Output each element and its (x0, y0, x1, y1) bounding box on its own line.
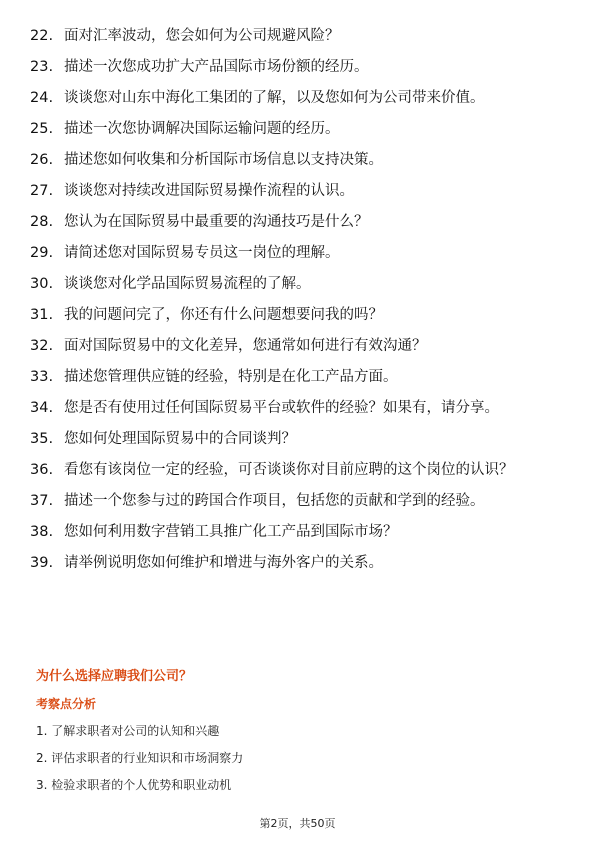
question-item (30, 491, 570, 512)
question-text: 您认为在国际贸易中最重要的沟通技巧是什么？ (64, 214, 369, 230)
question-text: 您如何处理国际贸易中的合同谈判？ (64, 431, 296, 447)
question-text: 描述您如何收集和分析国际市场信息以支持决策。 (64, 152, 383, 168)
question-text: 您如何利用数字营销工具推广化工产品到国际市场？ (64, 524, 398, 540)
analysis-point: 1. 了解求职者对公司的认知和兴趣 (36, 724, 220, 738)
question-text: 描述一次您成功扩大产品国际市场份额的经历。 (64, 59, 369, 75)
question-number: 22. (30, 28, 54, 44)
question-number: 31. (30, 307, 54, 323)
question-number: 33. (30, 369, 54, 385)
question-item (30, 367, 570, 388)
section-subheading: 考察点分析 (36, 697, 97, 711)
page-footer: 第2页，共50页 (259, 817, 336, 830)
section-heading: 为什么选择应聘我们公司？ (36, 669, 193, 684)
question-text: 看您有该岗位一定的经验，可否谈谈你对目前应聘的这个岗位的认识？ (64, 462, 514, 478)
question-text: 描述您管理供应链的经验，特别是在化工产品方面。 (64, 369, 398, 385)
question-item (30, 57, 570, 78)
question-item (30, 26, 570, 47)
analysis-point: 3. 检验求职者的个人优势和职业动机 (36, 778, 232, 792)
question-item (30, 336, 570, 357)
question-text: 谈谈您对化学品国际贸易流程的了解。 (64, 276, 311, 292)
question-item (30, 150, 570, 171)
question-item (30, 553, 570, 574)
question-item (30, 88, 570, 109)
question-number: 34. (30, 400, 54, 416)
question-text: 谈谈您对持续改进国际贸易操作流程的认识。 (64, 183, 354, 199)
question-number: 38. (30, 524, 54, 540)
question-number: 35. (30, 431, 54, 447)
question-text: 面对国际贸易中的文化差异，您通常如何进行有效沟通？ (64, 338, 427, 354)
question-item (30, 119, 570, 140)
question-item (30, 181, 570, 202)
question-number: 24. (30, 90, 54, 106)
analysis-point: 2. 评估求职者的行业知识和市场洞察力 (36, 751, 244, 765)
question-number: 26. (30, 152, 54, 168)
question-item (30, 305, 570, 326)
question-number: 27. (30, 183, 54, 199)
question-number: 36. (30, 462, 54, 478)
question-item (30, 429, 570, 450)
question-number: 28. (30, 214, 54, 230)
question-item (30, 460, 570, 481)
question-text: 描述一次您协调解决国际运输问题的经历。 (64, 121, 340, 137)
question-number: 30. (30, 276, 54, 292)
analysis-point-list (36, 723, 556, 804)
question-number: 23. (30, 59, 54, 75)
question-text: 描述一个您参与过的跨国合作项目，包括您的贡献和学到的经验。 (64, 493, 485, 509)
question-item (30, 212, 570, 233)
question-text: 面对汇率波动，您会如何为公司规避风险？ (64, 28, 340, 44)
question-item (30, 398, 570, 419)
question-number: 37. (30, 493, 54, 509)
question-text: 您是否有使用过任何国际贸易平台或软件的经验？如果有，请分享。 (64, 400, 499, 416)
question-item (30, 274, 570, 295)
question-number: 32. (30, 338, 54, 354)
question-item (30, 522, 570, 543)
question-number: 29. (30, 245, 54, 261)
question-text: 我的问题问完了，你还有什么问题想要问我的吗？ (64, 307, 383, 323)
question-item (30, 243, 570, 264)
question-list (30, 26, 570, 584)
question-number: 25. (30, 121, 54, 137)
question-text: 请举例说明您如何维护和增进与海外客户的关系。 (64, 555, 383, 571)
question-number: 39. (30, 555, 54, 571)
question-text: 谈谈您对山东中海化工集团的了解，以及您如何为公司带来价值。 (64, 90, 485, 106)
question-text: 请简述您对国际贸易专员这一岗位的理解。 (64, 245, 340, 261)
